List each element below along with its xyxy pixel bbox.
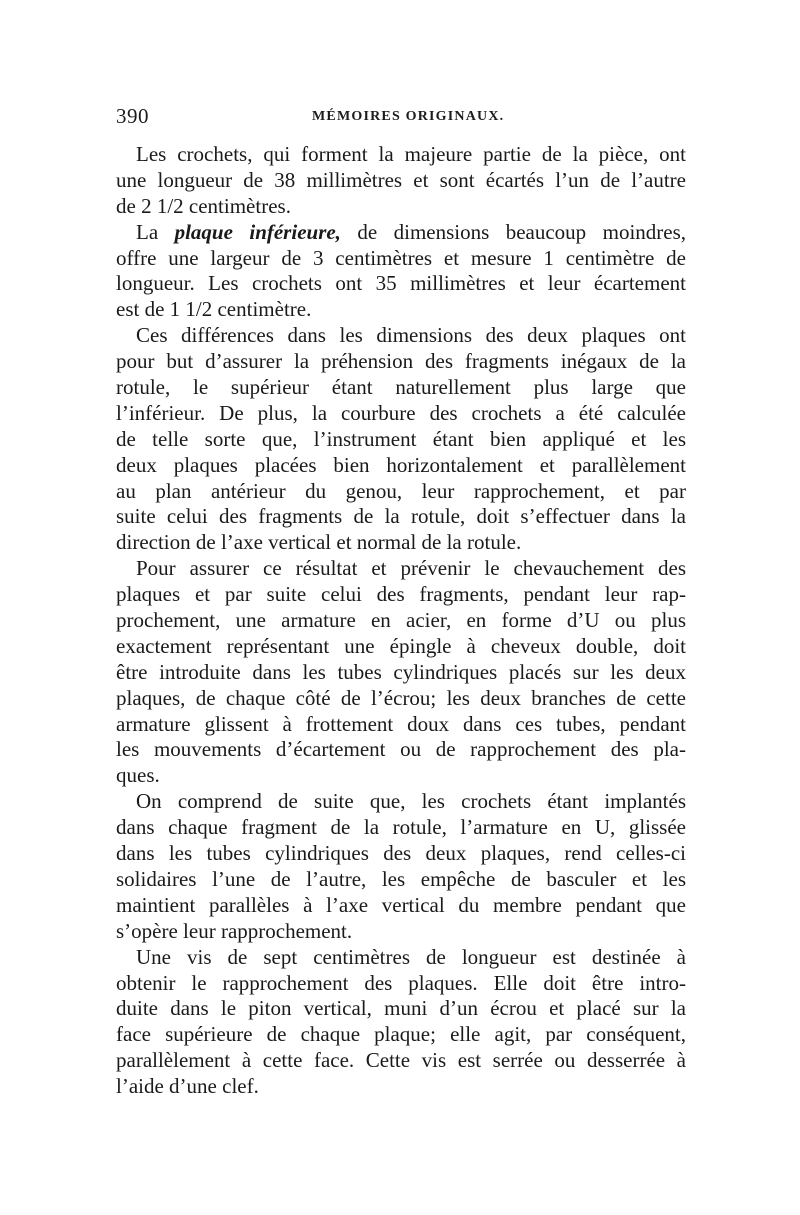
body-text — [116, 142, 686, 1100]
page-number: 390 — [116, 104, 149, 128]
text-line: une longueur de 38 millimètres et sont écartés l’un de l’autre — [116, 167, 686, 192]
text-line: dans chaque fragment de la rotule, l’armature en U, glissée — [116, 815, 686, 840]
text-line: Les crochets, qui forment la majeure partie de la pièce, ont — [136, 142, 686, 166]
text-line: de telle sorte que, l’instrument étant bien appliqué et les — [116, 426, 686, 451]
text-line: les mouvements d’écartement ou de rapprochement des pla- — [116, 737, 686, 762]
text-line: plaques et par suite celui des fragments, pendant leur rap- — [116, 582, 686, 607]
text-line: est de 1 1/2 centimètre. — [116, 297, 312, 322]
text-line: Ces différences dans les dimensions des deux plaques ont — [136, 323, 686, 348]
text-line: direction de l’axe vertical et normal de la rotule. — [116, 530, 522, 555]
text-line: l’aide d’une clef. — [116, 1074, 259, 1099]
text-line: s’opère leur rapprochement. — [116, 918, 353, 943]
paragraph-4 — [116, 556, 686, 789]
paragraph-2 — [116, 220, 686, 324]
text-line: dans les tubes cylindriques des deux plaques, rend celles-ci — [116, 841, 686, 866]
paragraph-1 — [116, 142, 686, 220]
text-line: maintient parallèles à l’axe vertical du membre pendant que — [116, 892, 686, 917]
text-line: Pour assurer ce résultat et prévenir le chevauchement des — [136, 556, 686, 581]
paragraph-5 — [116, 789, 686, 944]
text-line: On comprend de suite que, les crochets étant implantés — [136, 789, 686, 814]
text-line: l’inférieur. De plus, la courbure des crochets a été calculée — [116, 400, 686, 425]
text-line: solidaires l’une de l’autre, les empêche de basculer et les — [116, 866, 686, 891]
paragraph-6 — [116, 945, 686, 1100]
text-line: être introduite dans les tubes cylindriques placés sur les deux — [116, 659, 686, 684]
text-line: offre une largeur de 3 centimètres et mesure 1 centimètre de — [116, 245, 686, 270]
text-line: pour but d’assurer la préhension des fragments inégaux de la — [116, 349, 686, 374]
text-fragment: La — [136, 219, 159, 244]
text-line: ques. — [116, 763, 160, 788]
text-line — [116, 220, 686, 246]
page-header — [116, 104, 686, 134]
text-line: duite dans le piton vertical, muni d’un écrou et placé sur la — [116, 996, 686, 1021]
text-line: rotule, le supérieur étant naturellement plus large que — [116, 375, 686, 400]
text-line: de 2 1/2 centimètres. — [116, 193, 291, 218]
text-line: Une vis de sept centimètres de longueur est destinée à — [136, 944, 686, 969]
text-line: longueur. Les crochets ont 35 millimètres et leur écartement — [116, 271, 686, 296]
text-line: obtenir le rapprochement des plaques. Elle doit être intro- — [116, 970, 686, 995]
emphasis-text: plaque inférieure, — [174, 219, 341, 244]
paragraph-3 — [116, 323, 686, 556]
text-line: face supérieure de chaque plaque; elle agit, par conséquent, — [116, 1022, 686, 1047]
text-line: prochement, une armature en acier, en forme d’U ou plus — [116, 608, 686, 633]
text-line: parallèlement à cette face. Cette vis est serrée ou desserrée à — [116, 1048, 686, 1073]
text-line: suite celui des fragments de la rotule, doit s’effectuer dans la — [116, 504, 686, 529]
text-line: plaques, de chaque côté de l’écrou; les deux branches de cette — [116, 685, 686, 710]
text-line: armature glissent à frottement doux dans ces tubes, pendant — [116, 711, 686, 736]
text-line: deux plaques placées bien horizontalement et parallèlement — [116, 452, 686, 477]
text-line: exactement représentant une épingle à cheveux double, doit — [116, 633, 686, 658]
text-line: au plan antérieur du genou, leur rapprochement, et par — [116, 478, 686, 503]
running-head: MÉMOIRES ORIGINAUX. — [312, 109, 505, 124]
text-fragment: de dimensions beaucoup moindres, — [357, 219, 687, 244]
